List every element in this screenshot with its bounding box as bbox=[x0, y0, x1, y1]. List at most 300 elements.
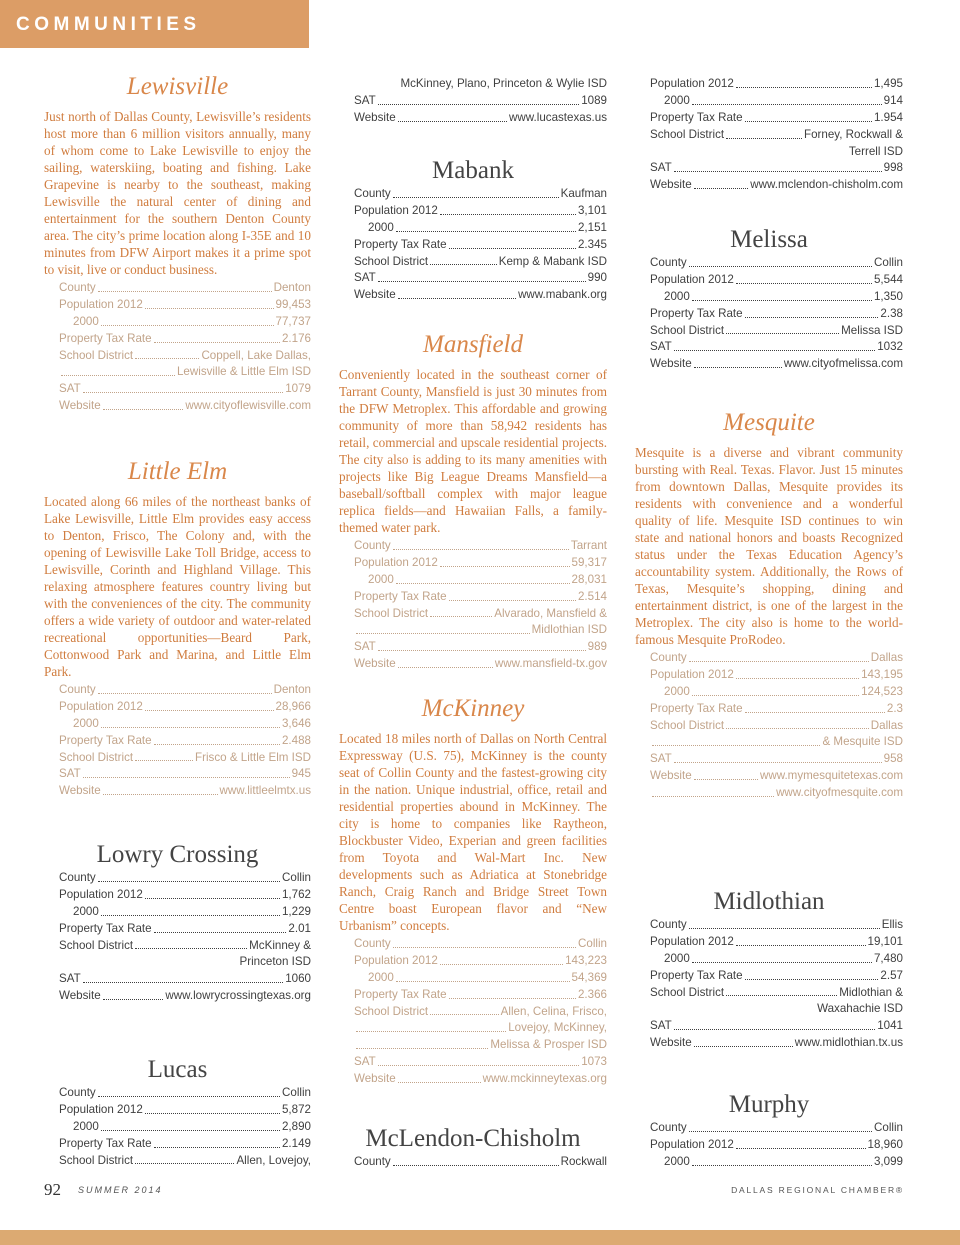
stat-row-website bbox=[59, 398, 311, 415]
stat-label: Website bbox=[59, 784, 101, 798]
stat-value: 2.488 bbox=[281, 733, 311, 747]
dot-leader bbox=[398, 656, 493, 668]
stat-row-property-tax-rate bbox=[59, 331, 311, 348]
stat-row-sat bbox=[650, 751, 903, 768]
stat-row-website bbox=[354, 287, 607, 304]
stat-value: Collin bbox=[874, 1121, 903, 1134]
stat-label: County bbox=[354, 1155, 391, 1168]
stat-label: School District bbox=[354, 254, 429, 268]
stat-row-county bbox=[354, 538, 607, 555]
stat-label: Population 2012 bbox=[354, 953, 438, 967]
stat-label: School District bbox=[650, 127, 725, 141]
dot-leader bbox=[449, 237, 576, 249]
dot-leader bbox=[430, 254, 497, 266]
dot-leader bbox=[145, 887, 280, 899]
stat-value: Kaufman bbox=[560, 187, 607, 200]
dot-leader bbox=[652, 734, 820, 746]
city-title: Mansfield bbox=[423, 331, 523, 358]
stat-label: Population 2012 bbox=[650, 272, 734, 286]
stat-label: 2000 bbox=[73, 314, 99, 328]
stat-value: 1,495 bbox=[873, 77, 903, 90]
stat-value: 1.954 bbox=[873, 110, 903, 124]
stat-value: 5,872 bbox=[281, 1102, 311, 1116]
stat-value: Midlothian ISD bbox=[531, 623, 607, 637]
stat-value: Denton bbox=[273, 281, 311, 294]
stat-label: 2000 bbox=[368, 572, 394, 586]
dot-leader bbox=[101, 314, 274, 326]
stat-row-continued bbox=[59, 364, 311, 381]
stat-row-population-2012 bbox=[650, 76, 903, 93]
stat-row-school-district bbox=[650, 127, 903, 144]
stat-label: Website bbox=[650, 1036, 692, 1050]
dot-leader bbox=[736, 934, 866, 946]
stat-row-website bbox=[59, 988, 311, 1005]
stats-list bbox=[59, 1085, 311, 1169]
stats-list bbox=[650, 76, 903, 194]
stat-value: Lovejoy, McKinney, bbox=[508, 1021, 607, 1035]
stat-row-continued bbox=[354, 76, 607, 93]
stat-label: Population 2012 bbox=[59, 887, 143, 901]
stat-value: 990 bbox=[587, 271, 607, 285]
stat-row-property-tax-rate bbox=[650, 110, 903, 127]
stat-value: Tarrant bbox=[570, 539, 607, 552]
dot-leader bbox=[396, 572, 570, 584]
stat-row-county bbox=[59, 682, 311, 699]
dot-leader bbox=[356, 622, 530, 634]
stat-row-sat bbox=[354, 93, 607, 110]
city-title: Lucas bbox=[147, 1056, 208, 1083]
stat-label: 2000 bbox=[73, 716, 99, 730]
stat-label: Population 2012 bbox=[650, 667, 734, 681]
stat-row-2000 bbox=[59, 1119, 311, 1136]
dot-leader bbox=[440, 203, 576, 215]
stat-label: School District bbox=[59, 348, 134, 362]
stat-value: Frisco & Little Elm ISD bbox=[195, 750, 311, 764]
city-title: Lowry Crossing bbox=[96, 841, 259, 868]
stats-list bbox=[59, 280, 311, 415]
stat-value: Denton bbox=[273, 683, 311, 696]
dot-leader bbox=[145, 699, 274, 711]
dot-leader bbox=[745, 968, 879, 980]
dot-leader bbox=[398, 287, 516, 299]
stat-label: Property Tax Rate bbox=[59, 1136, 152, 1150]
stat-value: Melissa ISD bbox=[841, 323, 903, 337]
stat-value: 28,031 bbox=[571, 572, 607, 586]
city-entry-lewisville bbox=[44, 72, 311, 415]
dot-leader bbox=[393, 186, 559, 198]
website-link[interactable]: www.mansfield-tx.gov bbox=[494, 657, 607, 671]
stat-label: County bbox=[354, 539, 391, 552]
stat-row-population-2012 bbox=[354, 203, 607, 220]
dot-leader bbox=[83, 971, 284, 983]
city-description: Conveniently located in the southeast corner of Tarrant County, Mansfield is just 30 minutes from the DFW Metroplex. This affordable and growing community of more than 58,942 residents has retail, commercial and upscale residential projects. The city also is adding to its many amenities with projects like Big League Dreams Mansfield—a baseball/softball complex with major league replica fields—and Hawaiian Falls, a family-themed water park. bbox=[339, 367, 607, 535]
dot-leader bbox=[103, 988, 164, 1000]
stat-label: County bbox=[650, 651, 687, 664]
stat-value: 1041 bbox=[877, 1019, 903, 1033]
stat-value: 2,890 bbox=[281, 1119, 311, 1133]
stat-value: 143,195 bbox=[861, 667, 903, 681]
stat-label: SAT bbox=[650, 1019, 672, 1033]
stat-value: Midlothian & bbox=[839, 985, 903, 999]
stat-label: Population 2012 bbox=[59, 699, 143, 713]
stat-row-county bbox=[354, 186, 607, 203]
stat-label: Population 2012 bbox=[354, 555, 438, 569]
stat-row-property-tax-rate bbox=[59, 1136, 311, 1153]
city-title: Mesquite bbox=[723, 409, 815, 436]
stat-label: SAT bbox=[354, 271, 376, 285]
stats-list bbox=[354, 76, 607, 127]
website-link[interactable]: www.mckinneytexas.org bbox=[482, 1072, 607, 1086]
stat-row-county bbox=[650, 650, 903, 667]
stat-value: 1,762 bbox=[281, 887, 311, 901]
stat-label: School District bbox=[354, 606, 429, 620]
city-entry-little-elm bbox=[44, 457, 311, 800]
stat-row-website bbox=[650, 1035, 903, 1052]
stat-value: 2.514 bbox=[577, 589, 607, 603]
website-link[interactable]: www.mclendon-chisholm.com bbox=[750, 178, 903, 192]
dot-leader bbox=[393, 538, 569, 550]
dot-leader bbox=[154, 331, 280, 343]
stat-value: 1,350 bbox=[873, 289, 903, 303]
stat-value: 3,099 bbox=[873, 1154, 903, 1168]
stat-label: County bbox=[59, 1086, 96, 1099]
stat-label: County bbox=[650, 918, 687, 931]
dot-leader bbox=[83, 766, 290, 778]
stat-value: Lewisville & Little Elm ISD bbox=[176, 365, 311, 379]
stat-value: 19,101 bbox=[867, 934, 903, 948]
stat-label: County bbox=[59, 871, 96, 884]
stat-label: Population 2012 bbox=[650, 77, 734, 90]
city-entry-melissa bbox=[635, 225, 903, 373]
stat-label: Website bbox=[59, 989, 101, 1003]
stats-list bbox=[650, 255, 903, 373]
stat-label: Population 2012 bbox=[59, 297, 143, 311]
stat-label: School District bbox=[650, 985, 725, 999]
stat-label: Website bbox=[354, 110, 396, 124]
stat-row-county bbox=[650, 917, 903, 934]
dot-leader bbox=[694, 177, 749, 189]
stat-row-population-2012 bbox=[354, 555, 607, 572]
page-number: 92 bbox=[44, 1180, 61, 1199]
city-entry-continued bbox=[635, 76, 903, 194]
stat-label: Population 2012 bbox=[59, 1102, 143, 1116]
stat-row-continued bbox=[59, 954, 311, 971]
stat-label: Property Tax Rate bbox=[650, 110, 743, 124]
stat-label: SAT bbox=[59, 382, 81, 396]
stat-row-county bbox=[650, 255, 903, 272]
city-entry-mesquite bbox=[635, 408, 903, 802]
stats-list bbox=[354, 936, 607, 1088]
website-link[interactable]: www.cityoflewisville.com bbox=[185, 399, 311, 413]
stat-value: 945 bbox=[291, 767, 311, 781]
stat-value: 1089 bbox=[581, 93, 607, 107]
stat-label: County bbox=[59, 683, 96, 696]
stat-row-school-district bbox=[59, 348, 311, 365]
stat-row-continued bbox=[354, 1020, 607, 1037]
stat-value: Waxahachie ISD bbox=[817, 1002, 903, 1016]
stat-value: 5,544 bbox=[873, 272, 903, 286]
city-title: Mabank bbox=[432, 157, 514, 184]
stat-value: McKinney & bbox=[249, 938, 311, 952]
stat-value: Dallas bbox=[870, 718, 903, 732]
dot-leader bbox=[430, 1004, 499, 1016]
dot-leader bbox=[726, 323, 839, 335]
city-description: Just north of Dallas County, Lewisville’s residents host more than 6 million visitors annually, many of whom come to Lake Lewisville to enjoy the sailing, waterskiing, boating and fishing. Lake Grapevine is nearby to the southeast, making Lewisville the natural center of dining and entertainment for the southern Denton County area. The city’s prime location along I-35E and 10 minutes from DFW Airport makes it a prime spot to visit, live or conduct business. bbox=[44, 109, 311, 277]
stat-row-website bbox=[650, 356, 903, 373]
dot-leader bbox=[736, 76, 872, 88]
stat-value: Terrell ISD bbox=[848, 144, 903, 158]
city-entry-mckinney bbox=[339, 694, 607, 1088]
stat-value: 998 bbox=[883, 161, 903, 175]
stat-row-property-tax-rate bbox=[650, 968, 903, 985]
dot-leader bbox=[61, 364, 175, 376]
stat-row-county bbox=[59, 1085, 311, 1102]
stat-label: SAT bbox=[650, 340, 672, 354]
dot-leader bbox=[398, 110, 507, 122]
stat-label: Website bbox=[59, 399, 101, 413]
stat-row-property-tax-rate bbox=[354, 589, 607, 606]
stat-label: School District bbox=[650, 718, 725, 732]
website-link[interactable]: www.lucastexas.us bbox=[509, 110, 607, 124]
stat-row-website bbox=[354, 656, 607, 673]
stat-label: SAT bbox=[59, 767, 81, 781]
city-entry-continued bbox=[339, 76, 607, 127]
dot-leader bbox=[154, 1136, 280, 1148]
stat-row-property-tax-rate bbox=[354, 237, 607, 254]
stat-row-2000 bbox=[354, 970, 607, 987]
dot-leader bbox=[694, 356, 782, 368]
stats-list bbox=[650, 650, 903, 802]
stat-label: Website bbox=[354, 657, 396, 671]
stat-row-population-2012 bbox=[650, 667, 903, 684]
stat-label: 2000 bbox=[368, 970, 394, 984]
dot-leader bbox=[674, 160, 882, 172]
stat-label: Property Tax Rate bbox=[650, 968, 743, 982]
stat-row-website bbox=[650, 768, 903, 785]
stat-row-population-2012 bbox=[650, 1137, 903, 1154]
website-link[interactable]: www.lowrycrossingtexas.org bbox=[165, 989, 311, 1003]
stat-value: 99,453 bbox=[275, 297, 311, 311]
dot-leader bbox=[135, 938, 247, 950]
stat-label: 2000 bbox=[664, 684, 690, 698]
stat-value: 2.38 bbox=[880, 306, 903, 320]
dot-leader bbox=[689, 1120, 872, 1132]
stats-list bbox=[650, 1120, 903, 1171]
dot-leader bbox=[692, 93, 882, 105]
city-title: McLendon-Chisholm bbox=[365, 1125, 581, 1152]
stat-row-school-district bbox=[354, 606, 607, 623]
stat-value: 1060 bbox=[285, 972, 311, 986]
stats-list bbox=[354, 538, 607, 673]
stat-label: Property Tax Rate bbox=[650, 306, 743, 320]
stat-value: 2.366 bbox=[577, 987, 607, 1001]
stat-label: Property Tax Rate bbox=[59, 921, 152, 935]
stat-row-population-2012 bbox=[650, 272, 903, 289]
stat-label: Property Tax Rate bbox=[59, 331, 152, 345]
stat-label: School District bbox=[354, 1004, 429, 1018]
stat-label: 2000 bbox=[664, 289, 690, 303]
stat-row-county bbox=[650, 1120, 903, 1137]
dot-leader bbox=[396, 220, 576, 232]
stat-row-2000 bbox=[354, 572, 607, 589]
stat-label: Website bbox=[354, 1072, 396, 1086]
stat-value: 3,101 bbox=[577, 203, 607, 217]
stat-label: Property Tax Rate bbox=[354, 237, 447, 251]
website-link[interactable]: www.littleelmtx.us bbox=[219, 784, 311, 798]
stat-label: SAT bbox=[650, 752, 672, 766]
dot-leader bbox=[689, 255, 872, 267]
stat-row-county bbox=[59, 280, 311, 297]
city-entry-mansfield bbox=[339, 330, 607, 673]
dot-leader bbox=[83, 381, 284, 393]
dot-leader bbox=[449, 589, 576, 601]
stat-label: School District bbox=[59, 750, 134, 764]
stat-value: Coppell, Lake Dallas, bbox=[201, 348, 311, 362]
city-entry-lucas bbox=[44, 1055, 311, 1169]
city-description: Located 18 miles north of Dallas on North Central Expressway (U.S. 75), McKinney is the county seat of Collin County and the fastest-growing city in the nation. Unique industrial, office, retail and residential properties abound in McKinney. The city is home to companies like Raytheon, Blockbuster Video, Experian and green facilities from Toyota and Wal-Mart Inc. New developments such as Adriatica at Stonebridge Ranch, Craig Ranch and Bridge Street Town Centre boast European flavor and “New Urbanism” concepts. bbox=[339, 731, 607, 933]
stat-row-sat bbox=[650, 1018, 903, 1035]
dot-leader bbox=[135, 1153, 234, 1165]
stat-value: Ellis bbox=[881, 918, 903, 931]
dot-leader bbox=[98, 870, 280, 882]
dot-leader bbox=[736, 667, 859, 679]
stat-value: 124,523 bbox=[861, 684, 903, 698]
dot-leader bbox=[736, 1137, 866, 1149]
dot-leader bbox=[101, 904, 280, 916]
city-entry-midlothian bbox=[635, 887, 903, 1052]
stat-value: 1073 bbox=[581, 1055, 607, 1069]
stat-value: 77,737 bbox=[275, 314, 311, 328]
stat-row-sat bbox=[354, 1054, 607, 1071]
stat-label: County bbox=[354, 937, 391, 950]
dot-leader bbox=[674, 1018, 876, 1030]
stat-row-property-tax-rate bbox=[650, 701, 903, 718]
stat-label: County bbox=[354, 187, 391, 200]
stat-row-population-2012 bbox=[59, 297, 311, 314]
stat-row-website bbox=[650, 177, 903, 194]
dot-leader bbox=[430, 606, 492, 618]
dot-leader bbox=[135, 750, 193, 762]
stat-row-school-district bbox=[354, 254, 607, 271]
stat-label: 2000 bbox=[368, 220, 394, 234]
section-banner: COMMUNITIES bbox=[0, 0, 309, 48]
dot-leader bbox=[98, 280, 272, 292]
dot-leader bbox=[674, 751, 882, 763]
dot-leader bbox=[694, 768, 758, 780]
dot-leader bbox=[652, 785, 774, 797]
stat-row-property-tax-rate bbox=[650, 306, 903, 323]
stat-label: Property Tax Rate bbox=[354, 987, 447, 1001]
dot-leader bbox=[694, 1035, 793, 1047]
dot-leader bbox=[378, 639, 586, 651]
website-link[interactable]: www.midlothian.tx.us bbox=[794, 1036, 903, 1050]
stat-row-school-district bbox=[354, 1004, 607, 1021]
stat-value: 18,960 bbox=[867, 1137, 903, 1151]
dot-leader bbox=[101, 716, 280, 728]
stat-label: Website bbox=[354, 288, 396, 302]
dot-leader bbox=[393, 936, 576, 948]
dot-leader bbox=[103, 398, 184, 410]
website-link[interactable]: www.mabank.org bbox=[518, 288, 607, 302]
stat-row-school-district bbox=[650, 718, 903, 735]
stat-row-2000 bbox=[354, 220, 607, 237]
stat-row-population-2012 bbox=[354, 953, 607, 970]
city-title: Melissa bbox=[730, 226, 808, 253]
stat-value: Kemp & Mabank ISD bbox=[498, 254, 607, 268]
stat-value: Melissa & Prosper ISD bbox=[490, 1038, 607, 1052]
stat-row-school-district bbox=[59, 1153, 311, 1170]
stat-row-continued bbox=[650, 785, 903, 802]
stats-list bbox=[59, 870, 311, 1005]
stat-row-property-tax-rate bbox=[59, 733, 311, 750]
city-title: Midlothian bbox=[713, 888, 825, 915]
stat-label: Population 2012 bbox=[650, 934, 734, 948]
dot-leader bbox=[726, 718, 869, 730]
stat-row-continued bbox=[354, 622, 607, 639]
dot-leader bbox=[103, 783, 218, 795]
stat-row-2000 bbox=[650, 684, 903, 701]
website-link[interactable]: www.cityofmelissa.com bbox=[783, 357, 903, 371]
stats-list bbox=[650, 917, 903, 1052]
website-link[interactable]: www.cityofmesquite.com bbox=[776, 786, 903, 800]
dot-leader bbox=[692, 684, 859, 696]
stat-label: Population 2012 bbox=[650, 1137, 734, 1151]
stats-list bbox=[354, 186, 607, 304]
dot-leader bbox=[98, 682, 272, 694]
stat-label: Population 2012 bbox=[354, 203, 438, 217]
stat-value: & Mesquite ISD bbox=[822, 735, 903, 749]
city-entry-murphy bbox=[635, 1090, 903, 1171]
stat-row-population-2012 bbox=[59, 887, 311, 904]
dot-leader bbox=[145, 1102, 280, 1114]
stat-value: Princeton ISD bbox=[239, 955, 311, 969]
stat-row-sat bbox=[59, 766, 311, 783]
city-entry-mclendon-chisholm bbox=[339, 1124, 607, 1171]
stat-value: 2,151 bbox=[577, 220, 607, 234]
website-link[interactable]: www.mymesquitetexas.com bbox=[759, 769, 903, 783]
city-title: McKinney bbox=[421, 695, 525, 722]
stat-value: 143,223 bbox=[565, 953, 607, 967]
stat-label: County bbox=[59, 281, 96, 294]
stat-row-continued bbox=[650, 734, 903, 751]
stat-value: 28,966 bbox=[275, 699, 311, 713]
stat-label: 2000 bbox=[73, 1119, 99, 1133]
stat-label: Website bbox=[650, 769, 692, 783]
stat-value: Alvarado, Mansfield & bbox=[494, 606, 607, 620]
stat-row-2000 bbox=[650, 1154, 903, 1171]
stat-row-sat bbox=[59, 381, 311, 398]
dot-leader bbox=[378, 93, 580, 105]
stat-row-school-district bbox=[59, 938, 311, 955]
stat-value: 2.57 bbox=[880, 968, 903, 982]
stat-row-website bbox=[354, 1071, 607, 1088]
dot-leader bbox=[689, 917, 880, 929]
stat-label: 2000 bbox=[73, 904, 99, 918]
stat-value: 2.3 bbox=[886, 701, 903, 715]
dot-leader bbox=[745, 110, 872, 122]
stat-row-2000 bbox=[59, 314, 311, 331]
stat-row-2000 bbox=[59, 716, 311, 733]
city-description: Mesquite is a diverse and vibrant community bursting with Real. Texas. Flavor. Just 15 minutes from downtown Dallas, Mesquite provides its residents with convenience and a wonderful quality of life. Mesquite ISD continues to win state and national honors and boasts Recognized status under the Texas Education Agency’s accountability system. Additionally, the Rows of Texas, Mesquite’s shopping, dining and entertainment district, is one of the largest in the Metroplex. The city also is home to the world-famous Mesquite ProRodeo. bbox=[635, 445, 903, 647]
stat-value: 54,369 bbox=[571, 970, 607, 984]
stat-value: 3,646 bbox=[281, 716, 311, 730]
stat-label: SAT bbox=[354, 640, 376, 654]
stat-row-county bbox=[59, 870, 311, 887]
stat-value: 1079 bbox=[285, 382, 311, 396]
stat-value: 2.176 bbox=[281, 331, 311, 345]
stat-row-continued bbox=[650, 144, 903, 161]
stat-value: 2.149 bbox=[281, 1136, 311, 1150]
